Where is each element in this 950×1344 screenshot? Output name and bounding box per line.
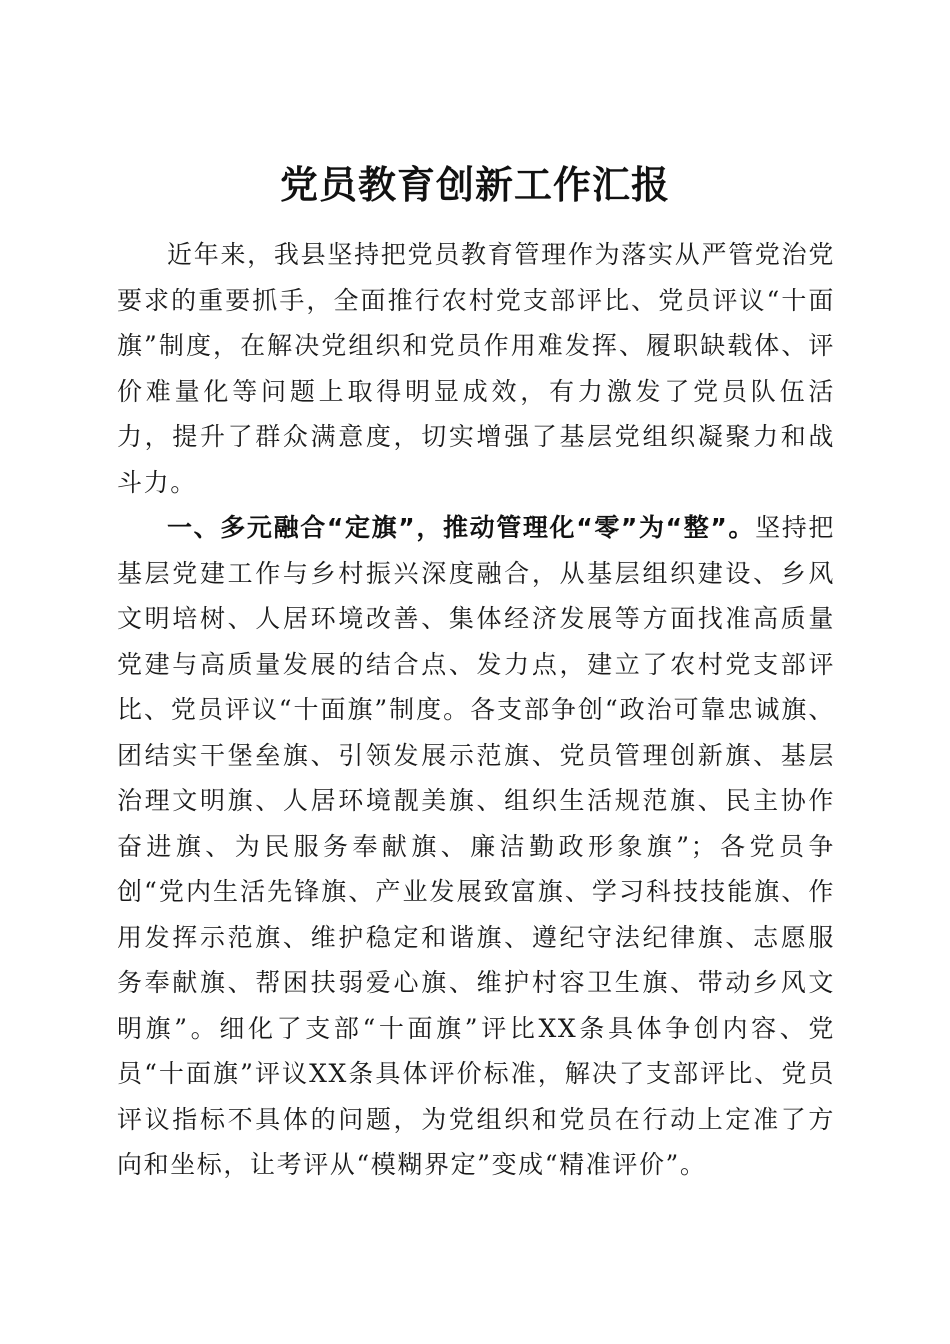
intro-paragraph-text: 近年来，我县坚持把党员教育管理作为落实从严管党治党要求的重要抓手，全面推行农村党支部评比、党员评议“十面旗”制度，在解决党组织和党员作用难发挥、履职缺载体、评价难量化等问题上取得明显成效，有力激发了党员队伍活力，提升了群众满意度，切实增强了基层党组织凝聚力和战斗力。: [117, 240, 835, 497]
section-one-paragraph: [117, 505, 835, 1188]
document-title: 党员教育创新工作汇报: [279, 162, 670, 208]
section-one-text: 坚持把基层党建工作与乡村振兴深度融合，从基层组织建设、乡风文明培树、人居环境改善、集体经济发展等方面找准高质量党建与高质量发展的结合点、发力点，建立了农村党支部评比、党员评议“十面旗”制度。各支部争创“政治可靠忠诚旗、团结实干堡垒旗、引领发展示范旗、党员管理创新旗、基层治理文明旗、人居环境靓美旗、组织生活规范旗、民主协作奋进旗、为民服务奉献旗、廉洁勤政形象旗”；各党员争创“党内生活先锋旗、产业发展致富旗、学习科技技能旗、作用发挥示范旗、维护稳定和谐旗、遵纪守法纪律旗、志愿服务奉献旗、帮困扶弱爱心旗、维护村容卫生旗、带动乡风文明旗”。细化了支部“十面旗”评比XX条具体争创内容、党员“十面旗”评议XX条具体评价标准，解决了支部评比、党员评议指标不具体的问题，为党组织和党员在行动上定准了方向和坐标，让考评从“模糊界定”变成“精准评价”。: [117, 513, 835, 1179]
section-one-heading: 一、多元融合“定旗”，推动管理化“零”为“整”。: [167, 513, 756, 542]
intro-paragraph: [117, 232, 835, 505]
document-body: [117, 232, 835, 1188]
